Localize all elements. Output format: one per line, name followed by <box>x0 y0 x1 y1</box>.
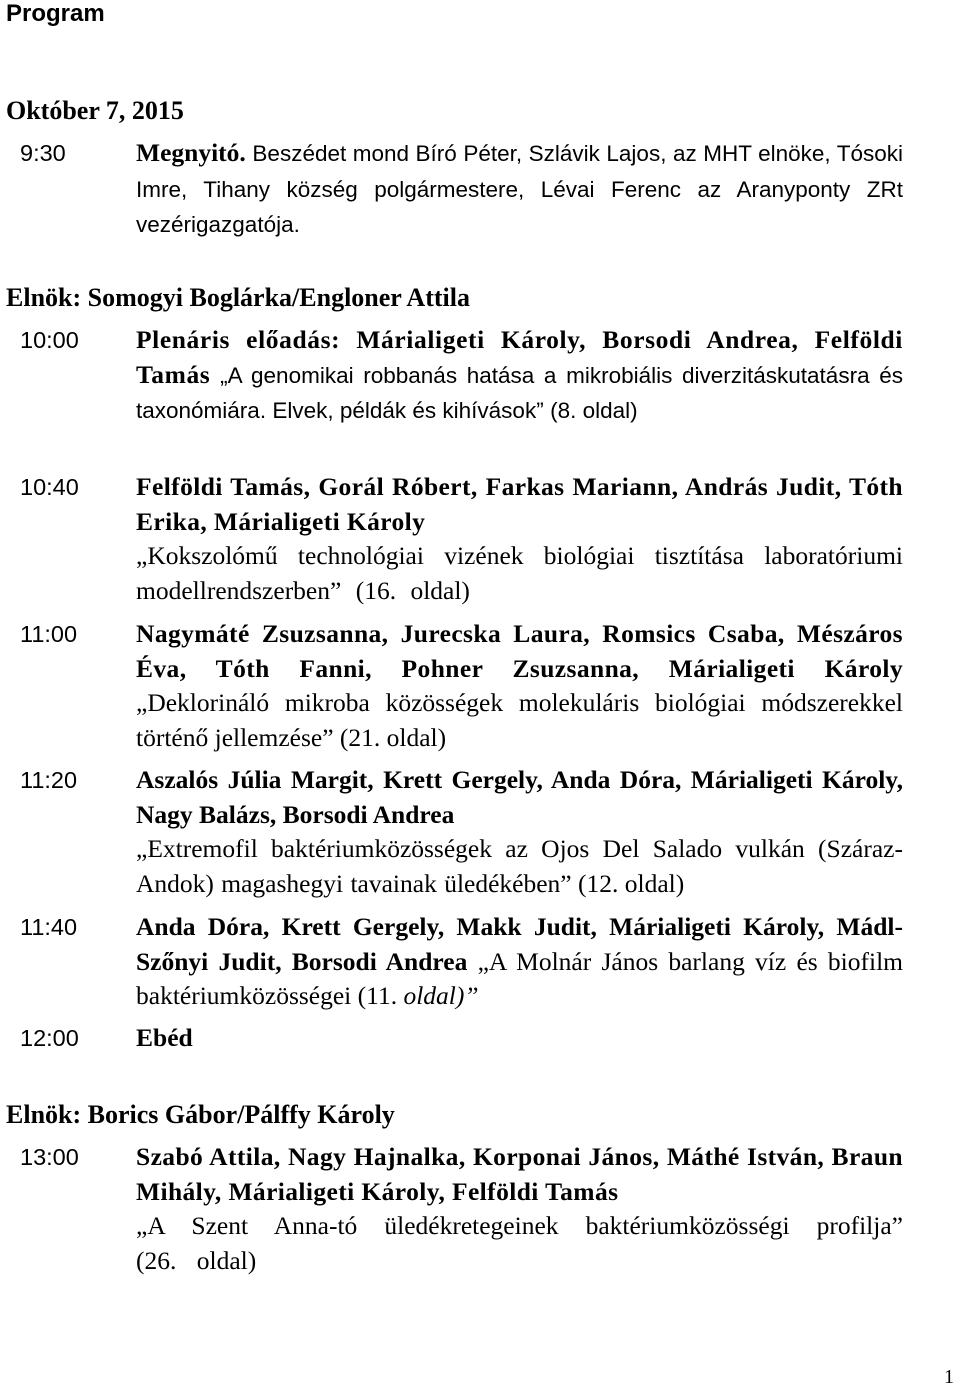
talk-description <box>136 539 903 608</box>
talk-authors: Aszalós Júlia Margit, Krett Gergely, Anda Dóra, Márialigeti Károly, Nagy Balázs, Borsodi Andrea <box>136 765 903 829</box>
talk-entry <box>136 1140 903 1278</box>
talk-entry <box>136 470 903 608</box>
talk-entry <box>136 617 903 755</box>
talk-title: „Deklorináló mikroba közösségek molekuláris biológiai módszerekkel történő jellemzése” <box>136 688 903 752</box>
time-slot: 10:40 <box>20 474 79 500</box>
talk-page: (21. oldal) <box>339 722 447 752</box>
talk-page-italic: oldal)” <box>403 981 479 1010</box>
lunch-label: Ebéd <box>136 1023 193 1052</box>
talk-description <box>136 1209 903 1278</box>
talk-description <box>136 832 903 901</box>
talk-title: „A Szent Anna-tó üledékretegeinek baktériumközösségi profilja” <box>136 1211 903 1240</box>
talk-authors: Nagymáté Zsuzsanna, Jurecska Laura, Romsics Csaba, Mészáros Éva, Tóth Fanni, Pohner Zsuzsanna, Márialigeti Károly <box>136 619 903 683</box>
talk-page: (16. oldal) <box>355 575 470 605</box>
time-slot: 11:40 <box>20 914 78 940</box>
talk-authors: Szabó Attila, Nagy Hajnalka, Korponai János, Máthé István, Braun Mihály, Márialigeti Károly, Felföldi Tamás <box>136 1142 903 1206</box>
talk-entry <box>136 763 903 901</box>
program-date: Október 7, 2015 <box>6 96 184 125</box>
opening-label: Megnyitó. <box>136 138 246 167</box>
talk-page: (11. <box>357 981 398 1010</box>
talk-title: „Extremofil baktériumközösségek az Ojos Del Salado vulkán (Száraz-Andok) magashegyi tavainak üledékében” <box>136 834 903 898</box>
opening-entry <box>136 136 903 243</box>
talk-authors: Felföldi Tamás, Gorál Róbert, Farkas Mariann, András Judit, Tóth Erika, Márialigeti Károly <box>136 472 903 536</box>
talk-page: (12. oldal) <box>578 868 685 898</box>
time-slot: 13:00 <box>20 1144 79 1170</box>
talk-entry <box>136 323 903 429</box>
time-slot: 12:00 <box>20 1025 79 1051</box>
page-number: 1 <box>944 1366 954 1388</box>
time-slot: 11:20 <box>20 767 78 793</box>
talk-page: (8. oldal) <box>550 398 638 423</box>
opening-text: Beszédet mond Bíró Péter, Szlávik Lajos, az MHT elnöke, Tósoki Imre, Tihany község polgármestere, Lévai Ferenc az Aranyponty ZRt vezérigazgatója. <box>136 141 903 237</box>
time-slot: 9:30 <box>20 140 66 166</box>
session-chair-2: Elnök: Borics Gábor/Pálffy Károly <box>6 1100 395 1129</box>
session-chair-1: Elnök: Somogyi Boglárka/Engloner Attila <box>6 283 470 312</box>
talk-authors: Anda Dóra, Krett Gergely, Makk Judit, Márialigeti Károly, Mádl-Szőnyi Judit, Borsodi Andrea <box>136 912 903 976</box>
talk-title: „Kokszolómű technológiai vizének biológiai tisztítása laboratóriumi modellrendszerben” <box>136 541 903 605</box>
page-title: Program <box>6 0 105 27</box>
lunch-entry <box>136 1021 903 1056</box>
talk-authors: Plenáris előadás: Márialigeti Károly, Borsodi Andrea, Felföldi Tamás <box>136 325 903 389</box>
talk-title: „A Molnár János barlang víz és biofilm baktériumközösségei <box>136 946 903 1010</box>
talk-entry <box>136 910 903 1014</box>
time-slot: 11:00 <box>20 621 78 647</box>
time-slot: 10:00 <box>20 327 79 353</box>
talk-page: (26. oldal) <box>136 1245 257 1275</box>
talk-title: „A genomikai robbanás hatása a mikrobiális diverzitáskutatásra és taxonómiára. Elvek, példák és kihívások” <box>136 362 903 423</box>
